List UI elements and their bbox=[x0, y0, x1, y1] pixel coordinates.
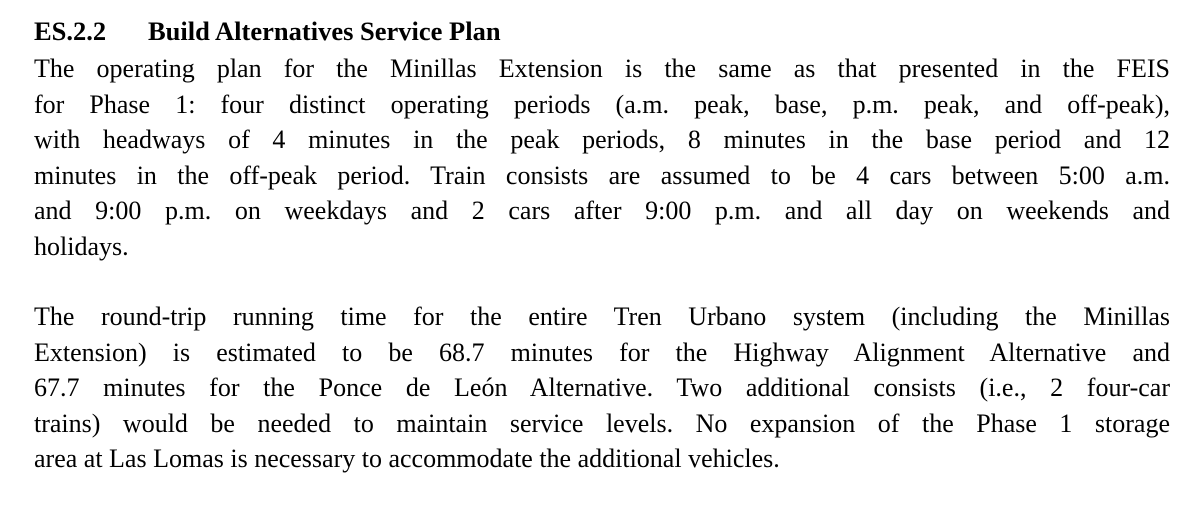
text-line: 67.7 minutes for the Ponce de León Alternative. Two additional consists (i.e., 2 four-car bbox=[34, 373, 1170, 402]
paragraph-operating-plan bbox=[34, 51, 1170, 264]
text-line: and 9:00 p.m. on weekdays and 2 cars after 9:00 p.m. and all day on weekends and bbox=[34, 196, 1170, 225]
text-line: trains) would be needed to maintain service levels. No expansion of the Phase 1 storage bbox=[34, 408, 1170, 438]
document-page bbox=[34, 14, 1170, 477]
text-line: with headways of 4 minutes in the peak periods, 8 minutes in the base period and 12 bbox=[34, 125, 1170, 154]
text-line: holidays. bbox=[34, 231, 129, 261]
paragraph-running-time bbox=[34, 299, 1170, 477]
text-line: area at Las Lomas is necessary to accommodate the additional vehicles. bbox=[34, 444, 780, 473]
text-line: minutes in the off-peak period. Train consists are assumed to be 4 cars between 5:00 a.m. bbox=[34, 160, 1170, 190]
section-title: Build Alternatives Service Plan bbox=[148, 16, 501, 46]
text-line: Extension) is estimated to be 68.7 minutes for the Highway Alignment Alternative and bbox=[34, 337, 1170, 367]
section-number: ES.2.2 bbox=[34, 16, 107, 46]
text-line: for Phase 1: four distinct operating periods (a.m. peak, base, p.m. peak, and off-peak), bbox=[34, 89, 1170, 119]
section-heading bbox=[34, 14, 1170, 48]
text-line: The operating plan for the Minillas Extension is the same as that presented in the FEIS bbox=[34, 54, 1170, 83]
text-line: The round-trip running time for the entire Tren Urbano system (including the Minillas bbox=[34, 302, 1170, 331]
